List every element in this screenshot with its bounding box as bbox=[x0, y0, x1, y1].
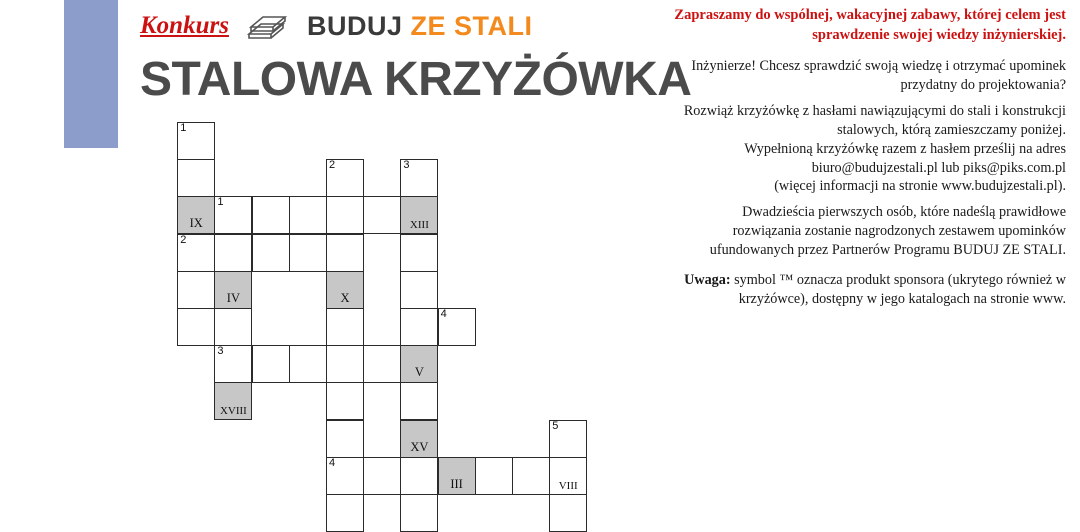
crossword-clue-number: 3 bbox=[217, 345, 224, 358]
crossword-roman-label: V bbox=[414, 365, 424, 380]
steel-beams-icon bbox=[247, 11, 289, 41]
crossword-cell[interactable] bbox=[214, 308, 252, 346]
crossword-roman-label: X bbox=[340, 290, 350, 305]
crossword-roman-label: III bbox=[450, 476, 463, 491]
crossword-cell[interactable] bbox=[289, 345, 327, 383]
intro-paragraph-1: Inżynierze! Chcesz sprawdzić swoją wiedzę i otrzymać upominek przydatny do projektowania? bbox=[691, 58, 1066, 93]
crossword-cell[interactable] bbox=[326, 196, 364, 234]
intro-paragraph-2: Rozwiąż krzyżówkę z hasłami nawiązującymi do stali i konstrukcji stalowych, którą zamieszczamy poniżej. bbox=[683, 102, 1066, 138]
crossword-cell[interactable] bbox=[400, 420, 438, 458]
crossword-cell[interactable] bbox=[549, 420, 587, 458]
crossword-cell[interactable] bbox=[400, 345, 438, 383]
crossword-cell[interactable] bbox=[400, 308, 438, 346]
note-text: symbol ™ oznacza produkt sponsora (ukrytego również w krzyżówce), dostępny w jego katalogach na stronie www. bbox=[730, 271, 1066, 307]
crossword-cell[interactable] bbox=[289, 196, 327, 234]
crossword-cell[interactable] bbox=[252, 196, 290, 234]
crossword-cell[interactable] bbox=[326, 382, 364, 420]
crossword-cell[interactable] bbox=[177, 159, 215, 197]
intro-paragraph-3: Wypełnioną krzyżówkę razem z hasłem prześlij na adres biuro@budujzestali.pl lub piks@piks.com.pl bbox=[744, 140, 1066, 176]
brand-wordmark bbox=[307, 11, 533, 42]
crossword-cell[interactable] bbox=[177, 196, 215, 234]
crossword-clue-number: 1 bbox=[180, 122, 187, 134]
crossword-cell[interactable] bbox=[363, 457, 401, 495]
crossword-cell[interactable] bbox=[214, 382, 252, 420]
crossword-cell[interactable] bbox=[363, 345, 401, 383]
crossword-clue-number: 2 bbox=[329, 159, 336, 172]
crossword-cell[interactable] bbox=[400, 457, 438, 495]
crossword-cell[interactable] bbox=[214, 345, 252, 383]
crossword-clue-number: 4 bbox=[329, 456, 336, 469]
intro-paragraph-5: Dwadzieścia pierwszych osób, które nadeślą prawidłowe rozwiązania zostanie nagrodzonych zestawem upominków ufundowanych przez Partnerów Programu BUDUJ ZE STALI. bbox=[709, 204, 1066, 258]
crossword-cell[interactable] bbox=[400, 159, 438, 197]
crossword-cell[interactable] bbox=[363, 196, 401, 234]
crossword-cell[interactable] bbox=[475, 457, 513, 495]
crossword-roman-label: XV bbox=[410, 439, 429, 454]
intro-lead: Zapraszamy do wspólnej, wakacyjnej zabawy, której celem jest sprawdzenie swojej wiedzy inżynierskiej. bbox=[674, 7, 1066, 43]
decorative-blue-block bbox=[64, 0, 118, 148]
crossword-cell[interactable] bbox=[438, 457, 476, 495]
crossword-cell[interactable] bbox=[549, 457, 587, 495]
crossword-cell[interactable] bbox=[177, 122, 215, 160]
crossword-cell[interactable] bbox=[326, 420, 364, 458]
crossword-cell[interactable] bbox=[400, 382, 438, 420]
intro-paragraph-4: (więcej informacji na stronie www.budujzestali.pl). bbox=[774, 178, 1066, 195]
header-row bbox=[140, 6, 660, 46]
crossword-cell[interactable] bbox=[252, 345, 290, 383]
brand-second: ZE STALI bbox=[410, 10, 533, 41]
page-title: STALOWA KRZYŻÓWKA bbox=[140, 53, 692, 106]
crossword-cell[interactable] bbox=[214, 234, 252, 272]
crossword-cell[interactable] bbox=[326, 234, 364, 272]
crossword-cell[interactable] bbox=[177, 308, 215, 346]
crossword-cell[interactable] bbox=[252, 234, 290, 272]
crossword-roman-label: IV bbox=[226, 290, 240, 305]
crossword-cell[interactable] bbox=[400, 234, 438, 272]
crossword-cell[interactable] bbox=[512, 457, 550, 495]
crossword-cell[interactable] bbox=[214, 271, 252, 309]
crossword-cell[interactable] bbox=[326, 457, 364, 495]
crossword-cell[interactable] bbox=[289, 234, 327, 272]
crossword-clue-number: 3 bbox=[403, 159, 410, 172]
crossword-cell[interactable] bbox=[400, 494, 438, 532]
crossword-clue-number: 5 bbox=[552, 419, 559, 432]
crossword-cell[interactable] bbox=[177, 271, 215, 309]
crossword-roman-label: XIII bbox=[409, 219, 429, 232]
crossword-clue-number: 4 bbox=[440, 308, 447, 320]
note-label: Uwaga: bbox=[684, 271, 731, 288]
brand-first: BUDUJ bbox=[306, 10, 403, 41]
crossword-clue-number: 2 bbox=[180, 233, 187, 246]
crossword-cell[interactable] bbox=[326, 271, 364, 309]
crossword-cell[interactable] bbox=[438, 308, 476, 346]
crossword-roman-label: XVIII bbox=[219, 405, 247, 418]
crossword-cell[interactable] bbox=[400, 196, 438, 234]
crossword-roman-label: IX bbox=[189, 216, 203, 231]
crossword-cell[interactable] bbox=[549, 494, 587, 532]
crossword-cell[interactable] bbox=[400, 271, 438, 309]
crossword-cell[interactable] bbox=[326, 308, 364, 346]
crossword-cell[interactable] bbox=[326, 345, 364, 383]
crossword-cell[interactable] bbox=[177, 234, 215, 272]
crossword-grid[interactable] bbox=[140, 122, 780, 532]
crossword-cell[interactable] bbox=[326, 494, 364, 532]
crossword-cell[interactable] bbox=[326, 159, 364, 197]
crossword-clue-number: 1 bbox=[217, 196, 224, 209]
konkurs-label: Konkurs bbox=[140, 12, 229, 39]
crossword-roman-label: VIII bbox=[558, 479, 578, 492]
crossword-cell[interactable] bbox=[214, 196, 252, 234]
